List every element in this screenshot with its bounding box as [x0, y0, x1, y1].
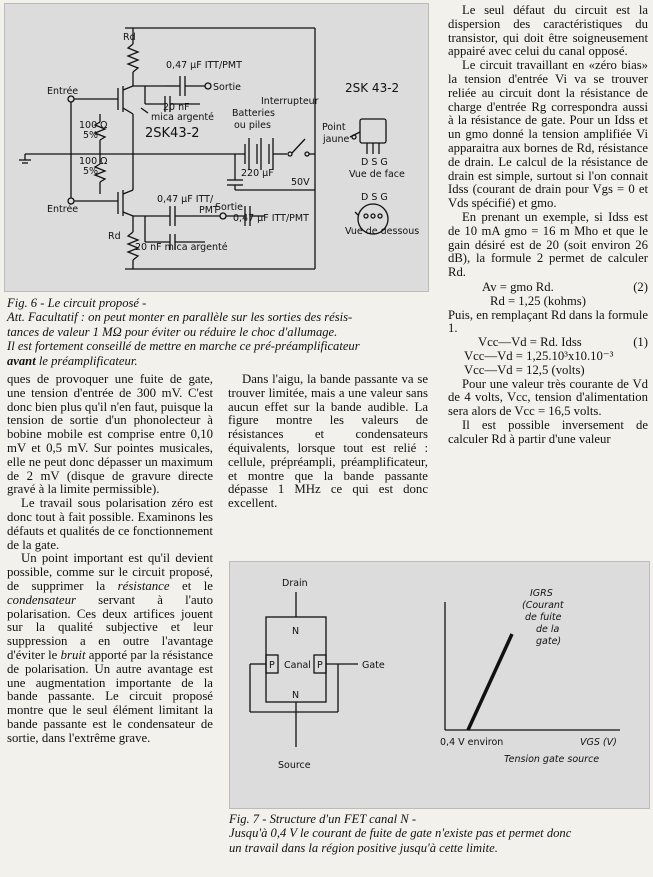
fig6-dsg-dessous: D S G: [361, 192, 388, 203]
right-column: [448, 4, 648, 447]
fig6-nf-bottom: 20 nF mica argenté: [135, 242, 228, 253]
fig7-axis-y3: de fuite: [525, 612, 562, 623]
fig6-entree-bottom: Entrée: [47, 204, 79, 215]
right-p2: Le circuit travaillant en «zéro bias» la tension d'entrée Vi va se trouver reliée au circuit dont la résistance de charge d'entrée Rg correspondra aussi à la résistance de gate. Pour un Idss et un gmo donné la tension amplifiée Vi apparaitra aux bornes de Rd, résistance de drain. Le calcul de la résistance de drain est simple, surtout si l'on connait Idss (courant de drain pour Vgs = 0 et Vds spécifié) et gmo.: [448, 58, 648, 211]
fig7-axis-y2: (Courant: [522, 600, 564, 611]
fig6-pmt: PMT: [199, 205, 219, 216]
fig6-point: Point: [322, 122, 346, 133]
fig6-cap-right-bottom: 0,47 µF ITT/PMT: [233, 213, 309, 224]
right-p1: Le seul défaut du circuit est la dispersion des caractéristiques du transistor, qui doit être soigneusement appairé avec celui du canal opposé.: [448, 3, 648, 59]
fig7-caption-title: Fig. 7 - Structure d'un FET canal N -: [229, 812, 417, 826]
fig6-piles: ou piles: [234, 120, 271, 131]
eq2: Rd = 1,25 (kohms): [490, 293, 586, 308]
circuit-diagram: [5, 4, 428, 291]
eq1-num: (2): [633, 279, 648, 294]
fig6-sortie-top: Sortie: [213, 82, 241, 93]
fig7-x-start: 0,4 V environ: [440, 737, 504, 748]
eq3: Vcc—Vd = Rd. Idss: [478, 335, 582, 350]
eq3-num: (1): [633, 335, 648, 350]
fig7-axis-x-desc: Tension gate source: [504, 754, 600, 765]
fig7-axis-y5: gate): [536, 636, 562, 647]
fig6-caption-line2: tances de valeur 1 MΩ pour éviter ou réduire le choc d'allumage.: [7, 324, 338, 339]
right-p3: En prenant un exemple, si Idss est de 10 mA gmo = 16 m Mho et que le gain désiré est de 20 (soit environ 26 dB), la formule 2 permet de calculer Rd.: [448, 209, 648, 280]
fig7-canal: Canal: [284, 660, 311, 671]
fig6-caption: [7, 296, 427, 368]
right-p6: Il est possible inversement de calculer Rd à partir d'une valeur: [448, 417, 648, 446]
figure-7: [229, 561, 650, 809]
eq1: Av = gmo Rd.: [482, 279, 554, 294]
right-p4: Puis, en remplaçant Rd dans la formule 1.: [448, 307, 648, 336]
figure-6: [4, 3, 429, 292]
fig6-batteries: Batteries: [232, 108, 275, 119]
eq4: Vcc—Vd = 1,25.10³x10.10⁻³: [464, 348, 614, 363]
fig6-transistor: 2SK43-2: [145, 126, 200, 141]
fig6-res-bottom-tol: 5%: [83, 166, 99, 177]
mid-p1: Dans l'aigu, la bande passante va se trouver limitée, mais a une valeur sans aucun effet sur la bande audible. La figure montre les valeurs de résistances et condensateurs équivalents, lorsque tout est relié : cellule, prépréampli, préamplificateur, et montre que la bande passante dépasse 1 MHz ce qui est donc excellent.: [228, 372, 428, 511]
fig7-n-bottom: N: [292, 690, 300, 701]
fig6-res-top-tol: 5%: [83, 130, 99, 141]
fig6-caption-line3: Il est fortement conseillé de mettre en marche ce pré-préamplificateur: [7, 339, 360, 354]
fig6-cap-top: 0,47 µF ITT/PMT: [166, 60, 242, 71]
fig7-gate: Gate: [362, 660, 385, 671]
left-p3-bruit: bruit: [60, 647, 86, 662]
fig6-caption-line1: Att. Facultatif : on peut monter en parallèle sur les sorties des résis-: [7, 310, 353, 325]
left-p2: Le travail sous polarisation zéro est donc tout à fait possible. Examinons les défauts et qualités de ce fonctionnement de la gate.: [7, 496, 213, 552]
fig7-n-top: N: [292, 626, 300, 637]
left-p3b: et le: [169, 578, 213, 593]
fig6-cap-220: 220 µF: [241, 168, 274, 179]
left-p3-condensateur: condensateur: [7, 592, 76, 607]
fig6-entree-top: Entrée: [47, 86, 79, 97]
fig6-cap-mid-bottom: 0,47 µF ITT/: [157, 194, 214, 205]
fig6-res-bottom: 100 Ω: [79, 156, 108, 167]
right-p5: Pour une valeur très courante de Vd de 4 volts, Vcc, tension d'alimentation sera alors de Vcc = 16,5 volts.: [448, 376, 648, 419]
fig7-caption-line2: un travail dans la région positive jusqu'à cette limite.: [229, 840, 498, 855]
left-p3d: apporté par la résistance de polarisation. Un autre avantage est une augmentation importante de la bande passante. Le circuit proposé montre que le seul élément limitant la bande passante est le condensateur de sortie, dans l'extrême grave.: [7, 647, 214, 745]
fig6-mica-top: mica argenté: [151, 112, 214, 123]
fig6-interrupteur: Interrupteur: [261, 96, 319, 107]
fig6-dsg-face: D S G: [361, 157, 388, 168]
fig7-source: Source: [278, 760, 311, 771]
igrs-curve: [468, 634, 512, 730]
eq5: Vcc—Vd = 12,5 (volts): [464, 362, 585, 377]
fig6-rd-bottom: Rd: [108, 231, 121, 242]
fig6-res-top: 100 Ω: [79, 120, 108, 131]
fig7-caption: [229, 812, 649, 855]
mid-column: [228, 373, 428, 511]
fig6-sortie-bottom: Sortie: [215, 202, 243, 213]
fig7-p-left: P: [269, 660, 275, 671]
fig6-vue-face: Vue de face: [349, 169, 405, 180]
fig7-caption-line1: Jusqu'à 0,4 V le courant de fuite de gate n'existe pas et permet donc: [229, 826, 572, 841]
left-p3a: Un point important est qu'il devient possible, comme sur le circuit proposé, de supprimer la: [7, 551, 213, 593]
fig6-part-title: 2SK 43-2: [345, 81, 400, 95]
fig6-caption-title: Fig. 6 - Le circuit proposé -: [7, 296, 147, 310]
fig7-axis-y4: de la: [536, 624, 560, 635]
fig6-caption-line4: le préamplificateur.: [35, 353, 138, 368]
fig6-vue-dessous: Vue de dessous: [345, 226, 420, 237]
fig7-p-right: P: [317, 660, 323, 671]
left-column: [7, 373, 213, 746]
fig6-rd-top: Rd: [123, 32, 136, 43]
fig7-axis-y1: IGRS: [530, 588, 553, 599]
fig7-drain: Drain: [282, 578, 308, 589]
fig6-nf-top: 20 nF: [163, 102, 190, 113]
fet-diagram: [230, 562, 649, 808]
left-p3-resistance: résistance: [117, 578, 170, 593]
left-p1: ques de provoquer une fuite de gate, une tension d'entrée de 300 mV. C'est donc bien plus qu'il n'en faut, puisque la tension de sortie d'un phonolecteur à bobine mobile est comprise entre 0,10 mV et 0,5 mV. Sur pointes musicales, elle ne peut donc dépasser un maximum de 2 mV (disque de gravure directe gravé à la limite permissible).: [7, 372, 213, 497]
left-p3c: servant à l'auto polarisation. Ces deux artifices jouent sur la qualité subjective et leur suppression a en outre l'avantage d'éviter le: [7, 592, 213, 662]
fig6-jaune: jaune: [323, 134, 350, 145]
fig6-v50: 50V: [291, 177, 310, 188]
fig7-axis-x: VGS (V): [580, 737, 617, 748]
fig6-caption-bold: avant: [7, 353, 36, 368]
